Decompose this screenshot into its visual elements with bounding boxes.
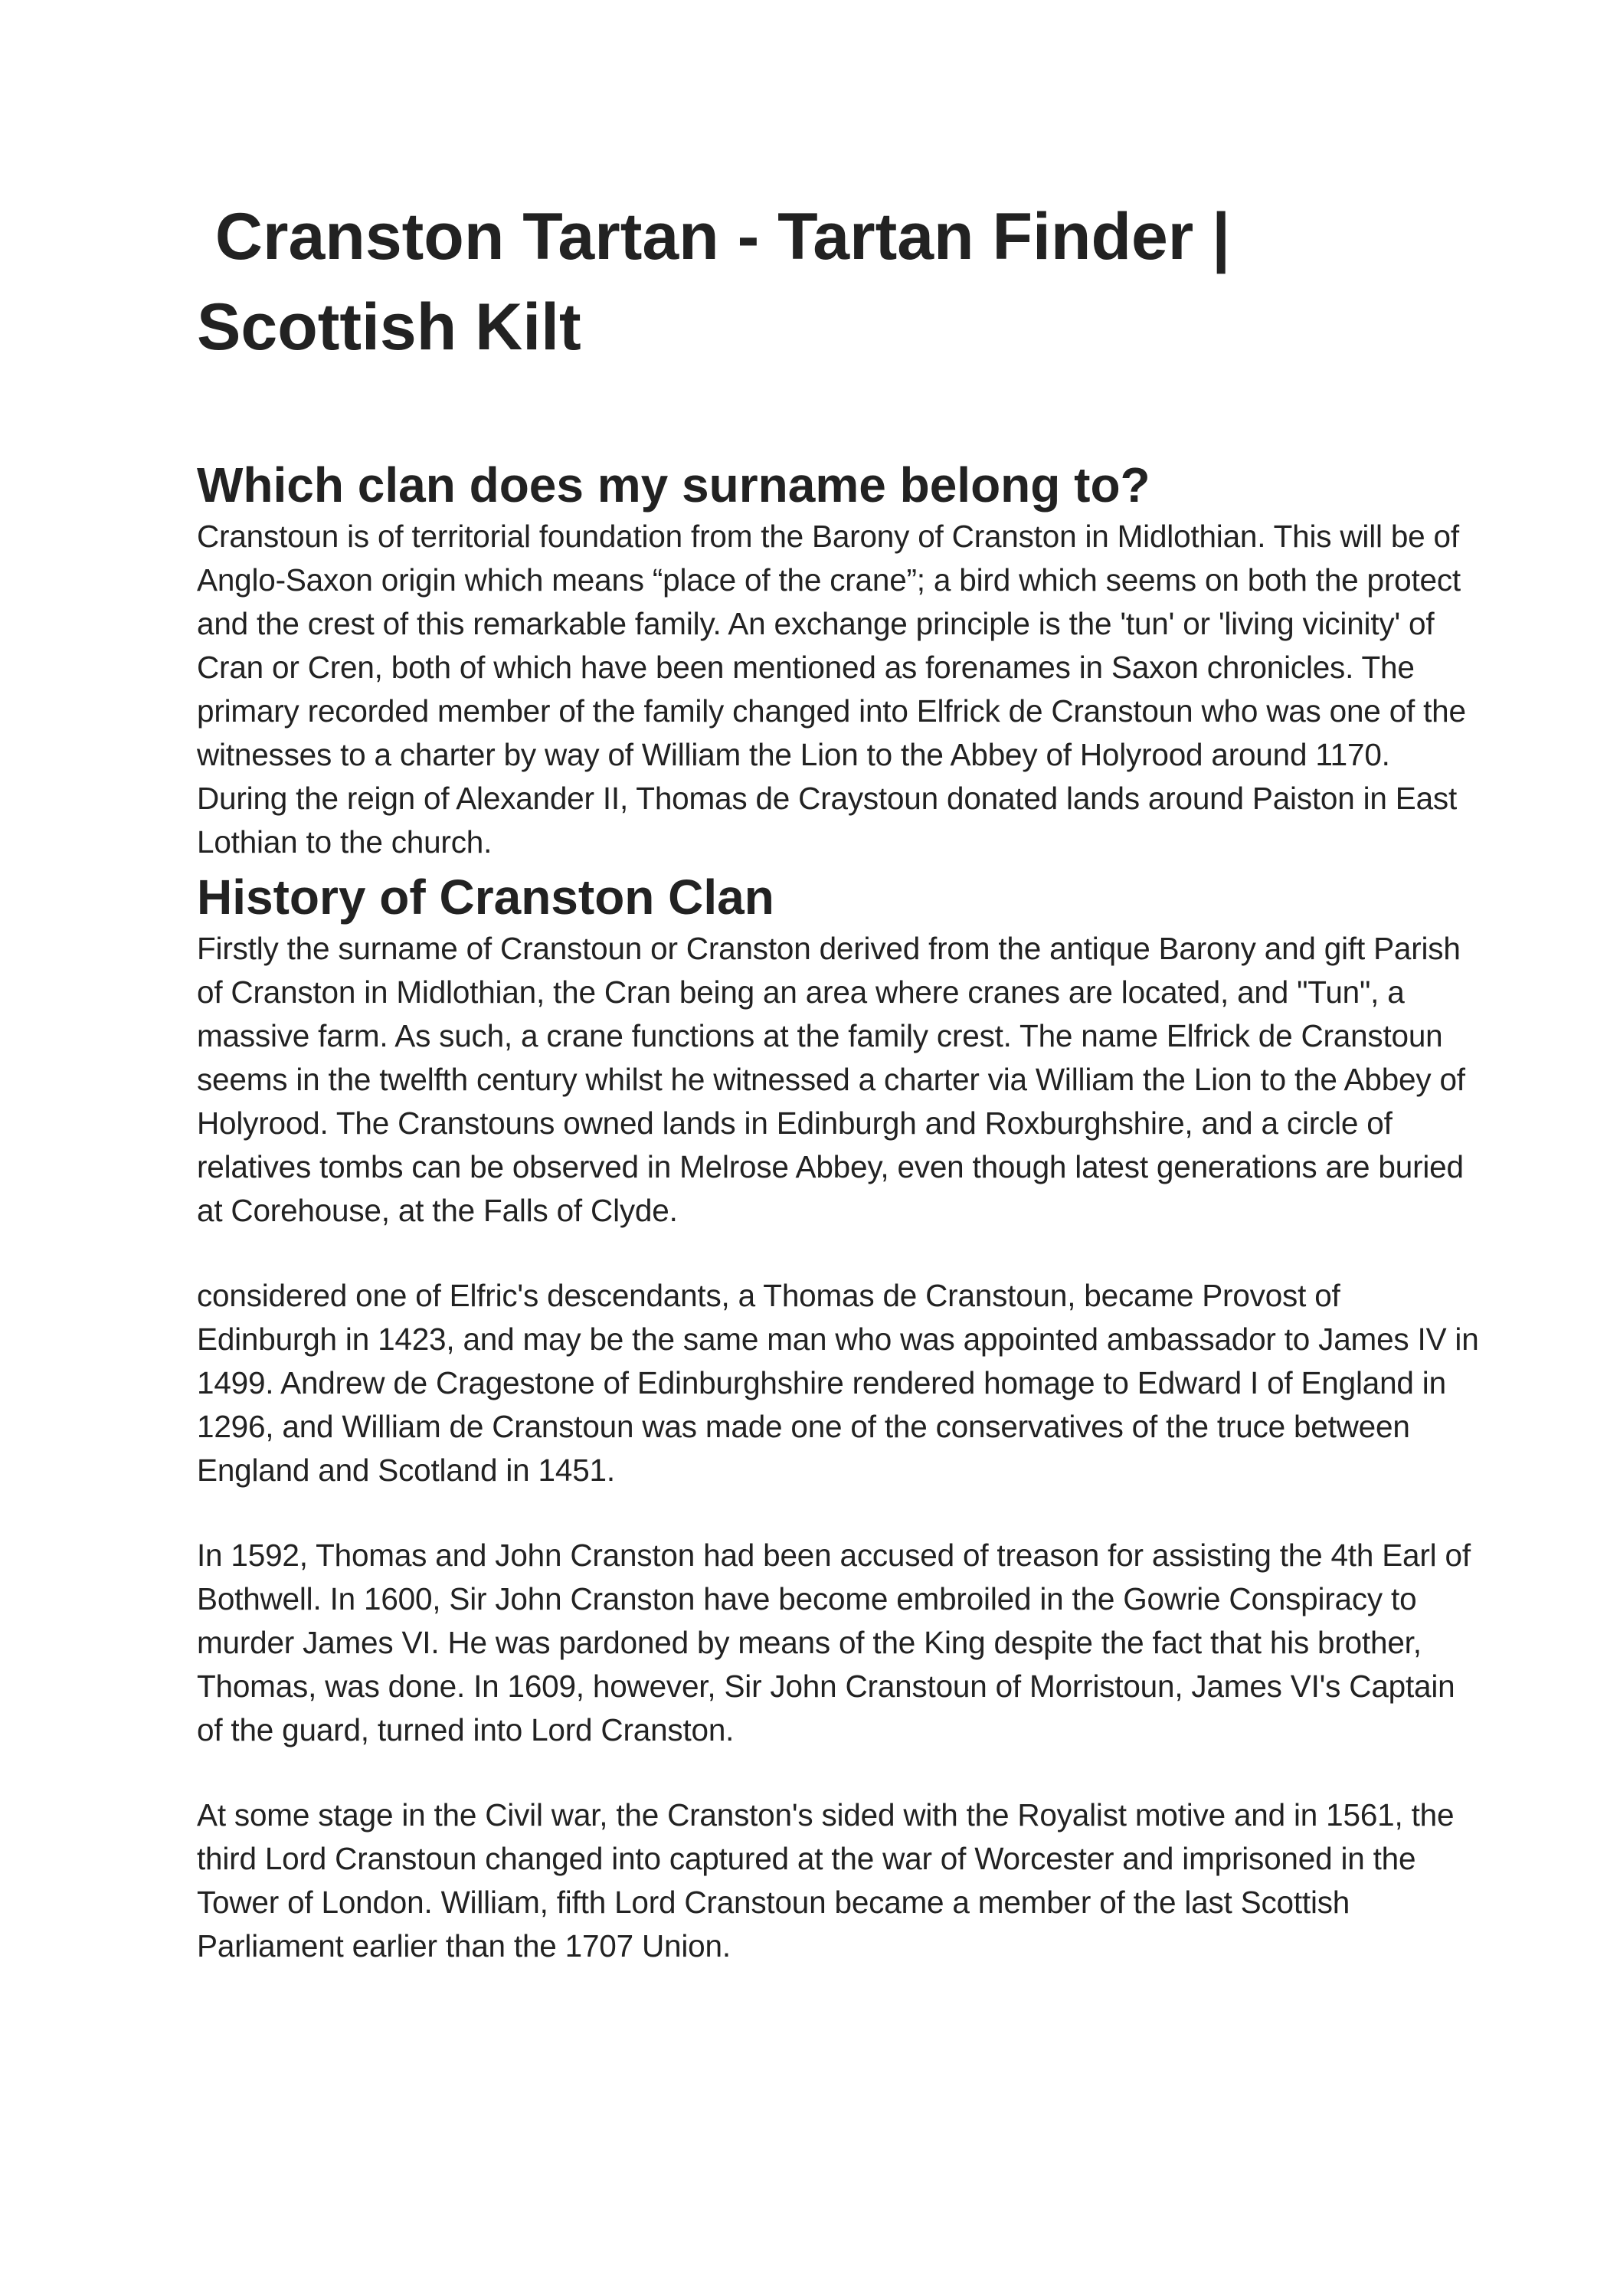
paragraph-history-2: considered one of Elfric's descendants, a Thomas de Cranstoun, became Provost of Edinburgh in 1423, and may be the same man who was appointed ambassador to James IV in 1499. Andrew de Cragestone of Edinburghshire rendered homage to Edward I of England in 1296, and William de Cranstoun was made one of the conservatives of the truce between England and Scotland in 1451.: [197, 1278, 1479, 1488]
page-title: Cranston Tartan - Tartan Finder | Scottish Kilt: [197, 200, 1249, 364]
section-heading-surname: Which clan does my surname belong to?: [197, 457, 1150, 513]
paragraph-history-1: Firstly the surname of Cranstoun or Cranston derived from the antique Barony and gift Parish of Cranston in Midlothian, the Cran being an area where cranes are located, and "Tun", a massive farm. As such, a crane functions at the family crest. The name Elfrick de Cranstoun seems in the twelfth century whilst he witnessed a charter via William the Lion to the Abbey of Holyrood. The Cranstouns owned lands in Edinburgh and Roxburghshire, and a circle of relatives tombs can be observed in Melrose Abbey, even though latest generations are buried at Corehouse, at the Falls of Clyde.: [197, 931, 1465, 1228]
paragraph-history-4: At some stage in the Civil war, the Cranston's sided with the Royalist motive and in 1561, the third Lord Cranstoun changed into captured at the war of Worcester and imprisoned in the Tower of London. William, fifth Lord Cranstoun became a member of the last Scottish Parliament earlier than the 1707 Union.: [197, 1797, 1455, 1964]
section-heading-history: History of Cranston Clan: [197, 870, 774, 925]
paragraph-history-3: In 1592, Thomas and John Cranston had been accused of treason for assisting the 4th Earl of Bothwell. In 1600, Sir John Cranston have become embroiled in the Gowrie Conspiracy to murder James VI. He was pardoned by means of the King despite the fact that his brother, Thomas, was done. In 1609, however, Sir John Cranstoun of Morristoun, James VI's Captain of the guard, turned into Lord Cranston.: [197, 1538, 1471, 1747]
paragraph-surname-origin: Cranstoun is of territorial foundation from the Barony of Cranston in Midlothian. This will be of Anglo-Saxon origin which means “place of the crane”; a bird which seems on both the protect and the crest of this remarkable family. An exchange principle is the 'tun' or 'living vicinity' of Cran or Cren, both of which have been mentioned as forenames in Saxon chronicles. The primary recorded member of the family changed into Elfrick de Cranstoun who was one of the witnesses to a charter by way of William the Lion to the Abbey of Holyrood around 1170. During the reign of Alexander II, Thomas de Craystoun donated lands around Paiston in East Lothian to the church.: [197, 519, 1466, 860]
